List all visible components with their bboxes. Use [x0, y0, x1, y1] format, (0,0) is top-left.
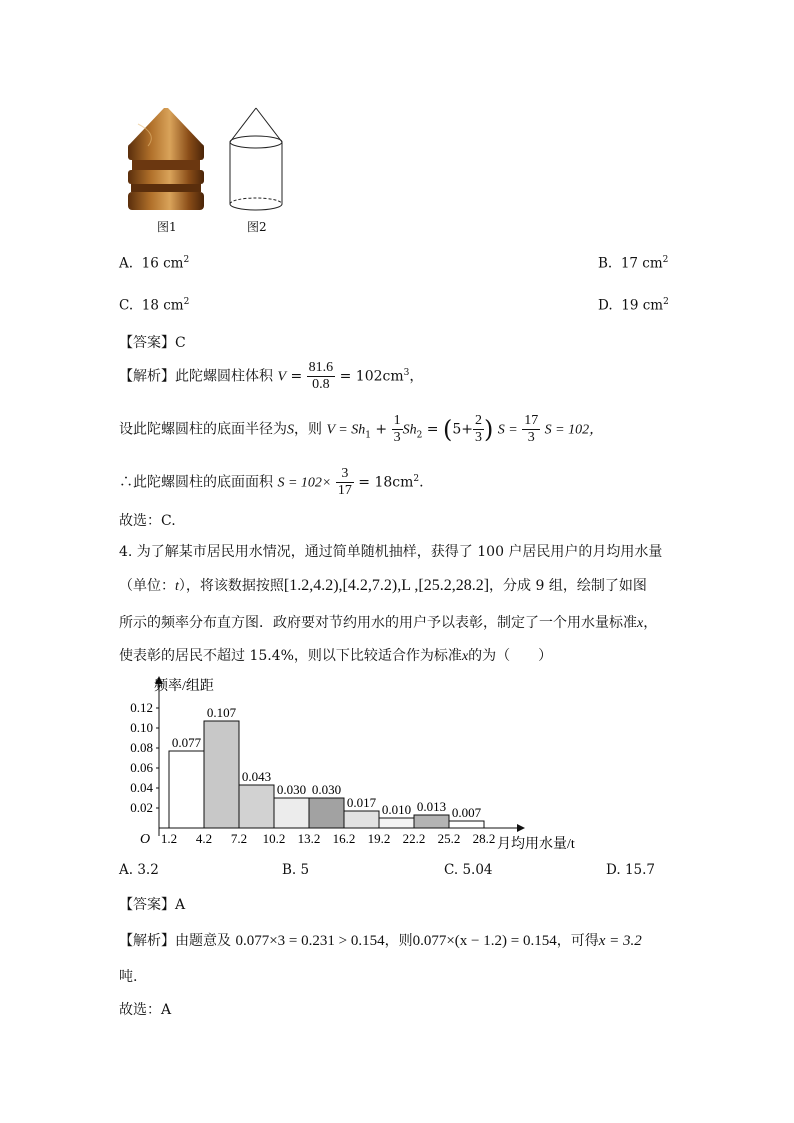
x-tick-label: 13.2 [297, 831, 321, 846]
q4-option-a: A. 3.2 [119, 862, 159, 878]
q3-option-a: A. 16 $cm^2$ [119, 255, 190, 272]
x-tick-label: 10.2 [262, 831, 286, 846]
x-axis-arrow [517, 824, 525, 832]
y-tick-label: 0.12 [130, 700, 153, 715]
bar-value-label: 0.013 [416, 799, 447, 814]
origin-label: O [140, 832, 151, 847]
y-tick-label: 0.02 [130, 800, 153, 815]
figure-1-spinning-top-photo [118, 104, 214, 216]
q3-answer: 【答案】C [119, 335, 186, 351]
x-tick-label: 4.2 [195, 831, 213, 846]
fraction: $\frac{81.6}{0.8}$ [308, 360, 334, 392]
q4-option-c: C. 5.04 [444, 862, 493, 878]
histogram-bar [309, 798, 344, 828]
q4-line-3: 所示的频率分布直方图．政府要对节约用水的用户予以表彰，制定了一个用水量标准x， [119, 615, 658, 631]
histogram-bar [379, 818, 414, 828]
q4-line-2: （单位：t），将该数据按照[1.2,4.2),[4.2,7.2),L ,[25.2,28.2]，分成 9 组，绘制了如图 [119, 577, 647, 594]
bar-value-label: 0.017 [346, 795, 377, 810]
x-tick-label: 19.2 [367, 831, 391, 846]
y-tick-label: 0.10 [130, 720, 153, 735]
x-tick-label: 16.2 [332, 831, 356, 846]
frequency-histogram [112, 670, 592, 855]
histogram-bar [344, 811, 379, 828]
q4-conclusion: 故选：A [119, 1002, 172, 1018]
histogram-bar [274, 798, 309, 828]
q3-option-d: D. 19 $cm^2$ [598, 297, 669, 314]
q3-analysis-line-1: 【解析】此陀螺圆柱体积 V = $\frac{81.6}{0.8}$ = $102cm^3$， [119, 360, 424, 392]
bar-value-label: 0.077 [171, 735, 202, 750]
x-axis-label: 月均用水量/t [497, 837, 575, 852]
figure-2-cone-cylinder-diagram [224, 104, 288, 216]
q4-analysis-line-2: 吨. [119, 969, 138, 985]
histogram-bar [449, 821, 484, 828]
bar-value-label: 0.043 [241, 769, 272, 784]
histogram-bar [414, 815, 449, 828]
bar-value-label: 0.030 [276, 782, 307, 797]
y-axis-label: 频率/组距 [154, 679, 214, 694]
histogram-bar [204, 721, 239, 828]
bar-value-label: 0.010 [381, 802, 412, 817]
x-tick-label: 7.2 [230, 831, 248, 846]
q3-analysis-line-3: ∴此陀螺圆柱的底面面积 S = 102× $\frac{3}{17}$ = $18cm^2$. [119, 466, 424, 498]
histogram-bar [239, 785, 274, 828]
y-tick-label: 0.06 [130, 760, 153, 775]
histogram-bar [169, 751, 204, 828]
x-tick-label: 22.2 [402, 831, 426, 846]
figure-1-caption: 图1 [157, 220, 177, 234]
y-tick-label: 0.04 [130, 780, 153, 795]
q3-conclusion: 故选：C. [119, 513, 176, 529]
figure-2-caption: 图2 [247, 220, 267, 234]
q3-option-b: B. 17 $cm^2$ [598, 255, 669, 272]
q3-analysis-line-2: 设此陀螺圆柱的底面半径为S，则 $V = Sh_1$ + $\frac{1}{3}$ $Sh_2 = (5+$ $\frac{2}{3}$ ) S = $\frac{17}{3}$ S = 102， [119, 413, 604, 445]
bar-value-label: 0.107 [206, 705, 237, 720]
x-tick-label: 1.2 [160, 831, 178, 846]
bar-value-label: 0.007 [451, 805, 482, 820]
q4-line-4: 使表彰的居民不超过 15.4%，则以下比较适合作为标准x的为（ ） [119, 648, 553, 664]
y-tick-label: 0.08 [130, 740, 153, 755]
bar-value-label: 0.030 [311, 782, 342, 797]
q4-answer: 【答案】A [119, 897, 186, 913]
q4-analysis-line-1: 【解析】由题意及 0.077×3 = 0.231 > 0.154，则0.077×(x − 1.2) = 0.154，可得x = 3.2 [119, 933, 642, 949]
x-tick-label: 28.2 [472, 831, 496, 846]
x-tick-label: 25.2 [437, 831, 461, 846]
q3-option-c: C. 18 $cm^2$ [119, 297, 190, 314]
q4-option-d: D. 15.7 [606, 862, 655, 878]
q4-option-b: B. 5 [282, 862, 310, 878]
q4-line-1: 4. 为了解某市居民用水情况，通过简单随机抽样，获得了 100 户居民用户的月均用水量 [119, 544, 663, 560]
